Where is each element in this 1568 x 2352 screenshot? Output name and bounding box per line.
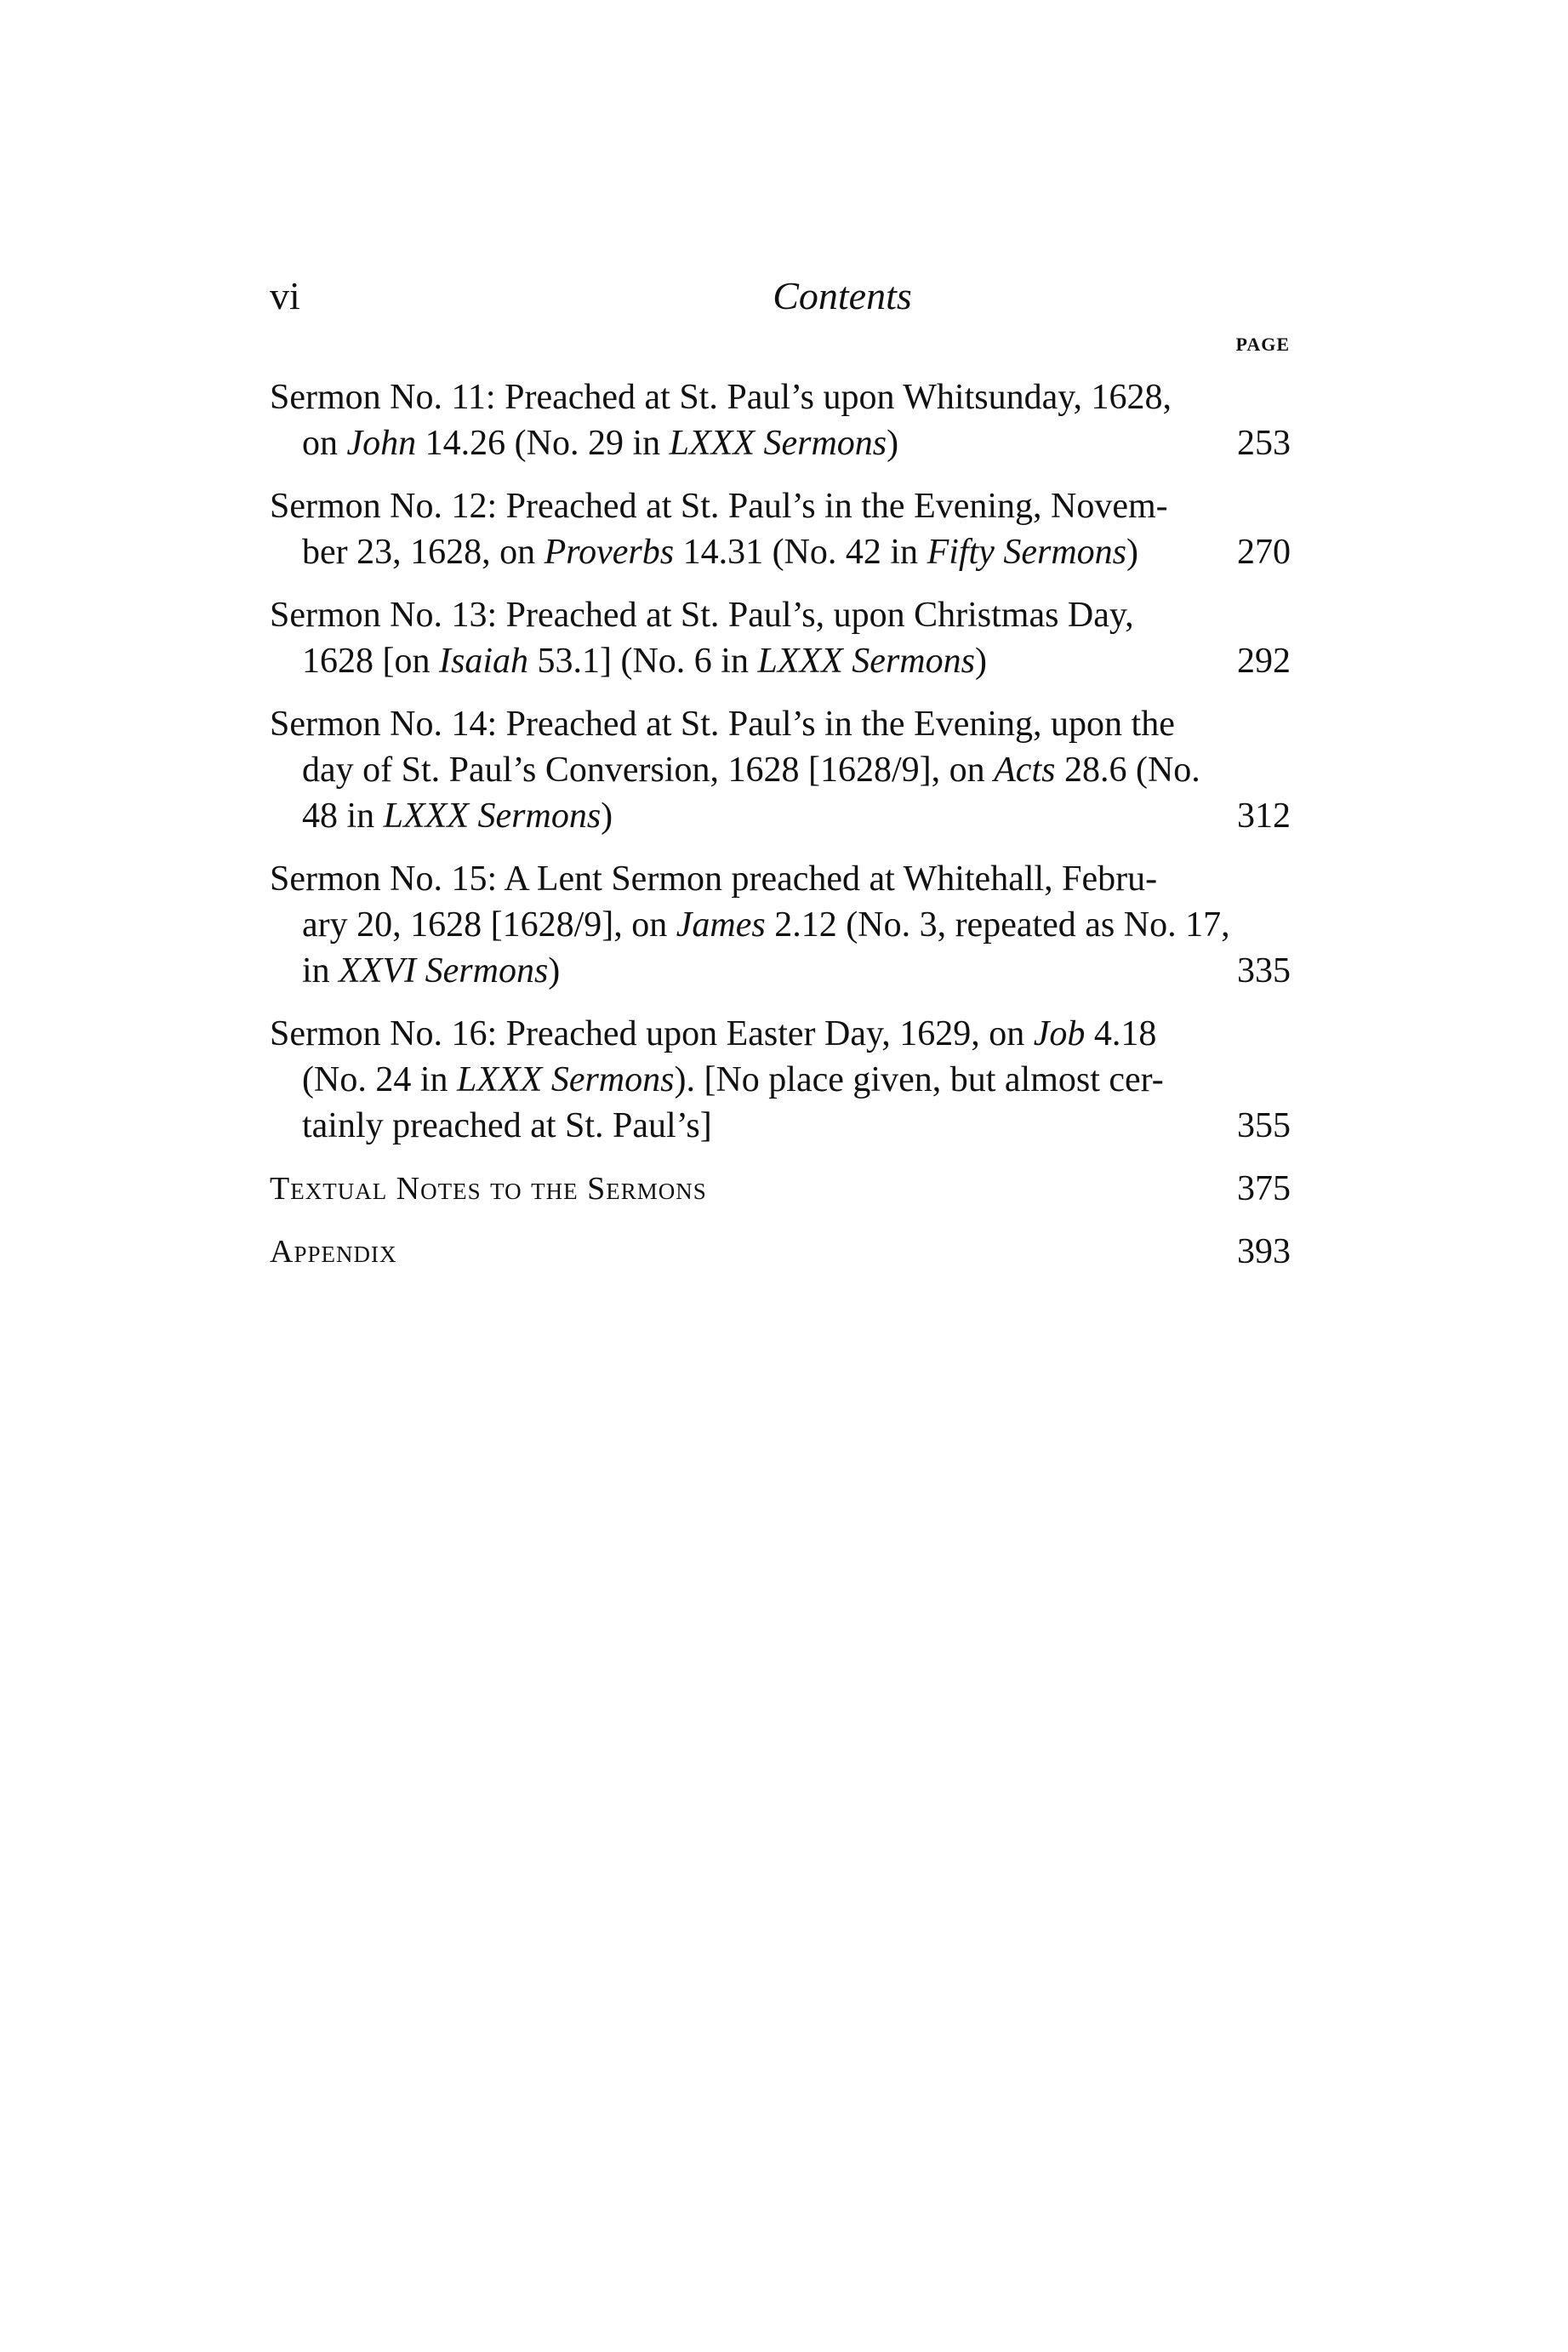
italic-title: LXXX Sermons (383, 796, 602, 836)
toc-entry (270, 1011, 1291, 1149)
toc-entry-line (270, 902, 1230, 948)
text-run: ary 20, 1628 [1628/9], on (302, 905, 676, 945)
toc-entry-line (270, 701, 1206, 747)
text-run: ) (974, 642, 987, 681)
toc-entry-line (270, 1011, 1206, 1057)
table-of-contents (270, 374, 1291, 1292)
toc-entry-line (270, 374, 1206, 420)
text-run: ) (601, 796, 613, 836)
toc-entry-title (270, 483, 1206, 575)
italic-title: Acts (994, 751, 1056, 790)
toc-entry (270, 856, 1291, 994)
italic-title: Fifty Sermons (927, 533, 1127, 572)
text-run: 48 in (302, 796, 384, 836)
text-run: 14.31 (No. 42 in (674, 533, 927, 572)
toc-entry-line (270, 1166, 1206, 1212)
text-run: Sermon No. 11: Preached at St. Paul’s upon Whitsunday, 1628, (270, 378, 1172, 417)
toc-entry (270, 1229, 1291, 1275)
toc-entry-line (270, 793, 1206, 839)
text-run: (No. 24 in (302, 1060, 457, 1099)
page-column-label: PAGE (1235, 334, 1290, 355)
text-run: Sermon No. 14: Preached at St. Paul’s in the Evening, upon the (270, 705, 1175, 744)
toc-page-number: 335 (1237, 951, 1291, 990)
italic-title: Isaiah (439, 642, 528, 681)
toc-entry-line (270, 638, 1206, 684)
text-run: ) (887, 424, 899, 463)
italic-title: Job (1033, 1014, 1086, 1053)
text-run: tainly preached at St. Paul’s] (302, 1106, 712, 1145)
toc-page-number: 393 (1237, 1232, 1291, 1271)
toc-entry (270, 483, 1291, 575)
toc-entry-line (270, 747, 1206, 793)
toc-page-number: 270 (1237, 533, 1291, 572)
toc-entry-line (270, 420, 1206, 466)
toc-entry-title (270, 374, 1206, 466)
italic-title: XXVI Sermons (339, 951, 549, 990)
text-run: 28.6 (No. (1055, 751, 1200, 790)
text-run: 2.12 (No. 3, repeated as No. 17, (765, 905, 1230, 945)
text-run: ) (548, 951, 561, 990)
toc-entry (270, 592, 1291, 684)
text-run: in (302, 951, 339, 990)
toc-entry-title (270, 592, 1206, 684)
text-run: 53.1] (No. 6 in (528, 642, 758, 681)
toc-entry-title (270, 1229, 1206, 1275)
italic-title: James (676, 905, 766, 945)
text-run: Sermon No. 13: Preached at St. Paul’s, upon Christmas Day, (270, 596, 1134, 635)
toc-entry-line (270, 1057, 1206, 1103)
text-run: ) (1126, 533, 1139, 572)
toc-entry (270, 701, 1291, 839)
text-run: Sermon No. 12: Preached at St. Paul’s in the Evening, Novem- (270, 487, 1168, 526)
toc-entry-line (270, 1103, 1206, 1149)
toc-entry-title (270, 701, 1206, 839)
page-number-roman: vi (270, 274, 300, 317)
text-run: ber 23, 1628, on (302, 533, 545, 572)
toc-page-number: 375 (1237, 1169, 1291, 1208)
toc-page-number: 312 (1237, 796, 1291, 836)
italic-title: John (346, 424, 417, 463)
italic-title: LXXX Sermons (669, 424, 887, 463)
italic-title: Proverbs (544, 533, 675, 572)
toc-entry-title (270, 1166, 1206, 1212)
text-run: ). [No place given, but almost cer- (674, 1060, 1164, 1099)
text-run: 1628 [on (302, 642, 439, 681)
running-title: Contents (773, 274, 912, 317)
toc-entry-title (270, 1011, 1206, 1149)
toc-entry-line (270, 529, 1206, 575)
toc-page-number: 355 (1237, 1106, 1291, 1145)
toc-entry-line (270, 948, 1206, 994)
toc-entry (270, 1166, 1291, 1212)
italic-title: LXXX Sermons (757, 642, 975, 681)
section-heading: Appendix (270, 1234, 397, 1270)
toc-entry-title (270, 856, 1230, 994)
text-run: 4.18 (1085, 1014, 1157, 1053)
toc-page-number: 253 (1237, 424, 1291, 463)
toc-entry (270, 374, 1291, 466)
text-run: day of St. Paul’s Conversion, 1628 [1628/9], on (302, 751, 995, 790)
toc-entry-line (270, 1229, 1206, 1275)
toc-entry-line (270, 592, 1206, 638)
text-run: Sermon No. 16: Preached upon Easter Day, 1629, on (270, 1014, 1034, 1053)
text-run: 14.26 (No. 29 in (416, 424, 670, 463)
toc-entry-line (270, 483, 1206, 529)
text-run: on (302, 424, 347, 463)
toc-entry-line (270, 856, 1206, 902)
text-run: Sermon No. 15: A Lent Sermon preached at Whitehall, Febru- (270, 859, 1158, 899)
section-heading: Textual Notes to the Sermons (270, 1171, 707, 1207)
toc-page-number: 292 (1237, 642, 1291, 681)
italic-title: LXXX Sermons (457, 1060, 675, 1099)
